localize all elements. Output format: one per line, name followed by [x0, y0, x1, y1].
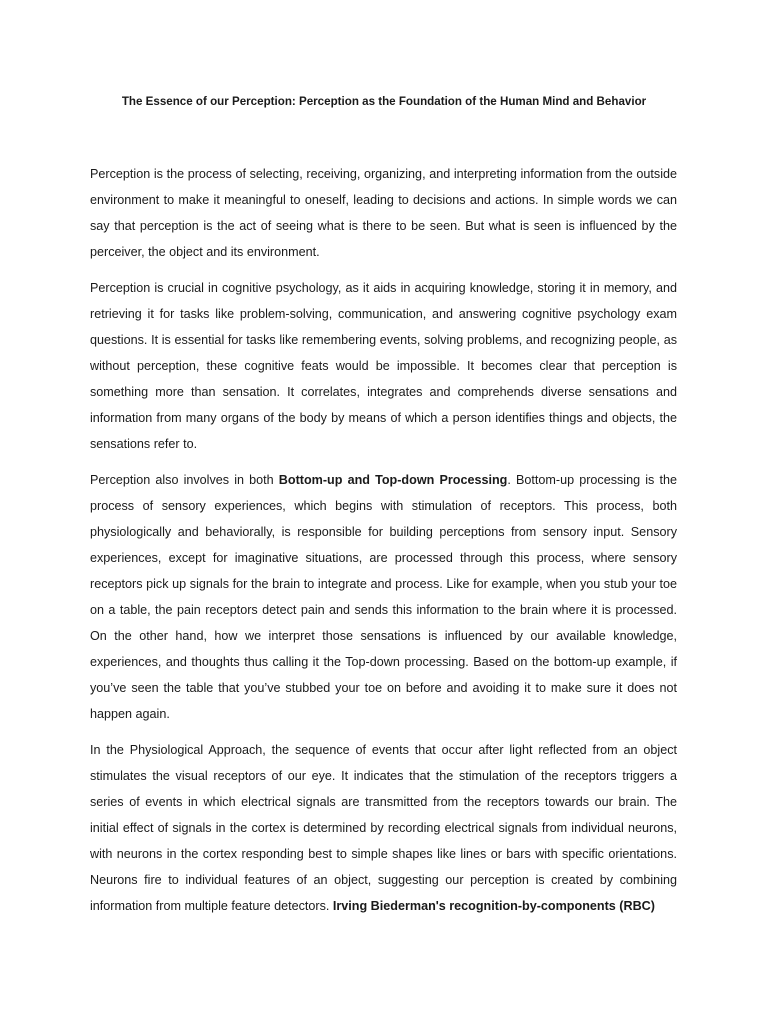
paragraph-text: Perception also involves in both	[90, 473, 279, 487]
paragraph-text: In the Physiological Approach, the sequence of events that occur after light reflected from an object stimulates the visual receptors of our eye. It indicates that the stimulation of the receptors triggers a series of events in which electrical signals are transmitted from the receptors towards our brain. The initial effect of signals in the cortex is determined by recording electrical signals from individual neurons, with neurons in the cortex responding best to simple shapes like lines or bars with specific orientations. Neurons fire to individual features of an object, suggesting our perception is created by combining information from multiple feature detectors.	[90, 743, 677, 913]
paragraph-text: Perception is the process of selecting, receiving, organizing, and interpreting information from the outside environment to make it meaningful to oneself, leading to decisions and actions. In simple words we can say that perception is the act of seeing what is there to be seen. But what is seen is influenced by the perceiver, the object and its environment.	[90, 167, 677, 259]
document-title: The Essence of our Perception: Perception as the Foundation of the Human Mind and Behavior	[121, 95, 647, 108]
paragraph-text: . Bottom-up processing is the process of sensory experiences, which begins with stimulation of receptors. This process, both physiologically and behaviorally, is responsible for building perceptions from sensory input. Sensory experiences, except for imaginative situations, are processed through this process, where sensory receptors pick up signals for the brain to integrate and process. Like for example, when you stub your toe on a table, the pain receptors detect pain and sends this information to the brain where it is processed. On the other hand, how we interpret those sensations is influenced by our available knowledge, experiences, and thoughts thus calling it the Top-down processing. Based on the bottom-up example, if you’ve seen the table that you’ve stubbed your toe on before and avoiding it to make sure it does not happen again.	[90, 473, 677, 721]
bold-term-processing: Bottom-up and Top-down Processing	[278, 473, 508, 487]
paragraph-1	[90, 161, 677, 265]
bold-term-rbc: Irving Biederman's recognition-by-components (RBC)	[332, 899, 655, 913]
paragraph-2	[90, 275, 677, 457]
paragraph-3	[90, 467, 677, 727]
paragraph-text: Perception is crucial in cognitive psychology, as it aids in acquiring knowledge, storing it in memory, and retrieving it for tasks like problem-solving, communication, and answering cognitive psychology exam questions. It is essential for tasks like remembering events, solving problems, and recognizing people, as without perception, these cognitive feats would be impossible. It becomes clear that perception is something more than sensation. It correlates, integrates and comprehends diverse sensations and information from many organs of the body by means of which a person identifies things and objects, the sensations refer to.	[90, 281, 677, 451]
document-body	[90, 161, 677, 929]
paragraph-4	[90, 737, 677, 919]
